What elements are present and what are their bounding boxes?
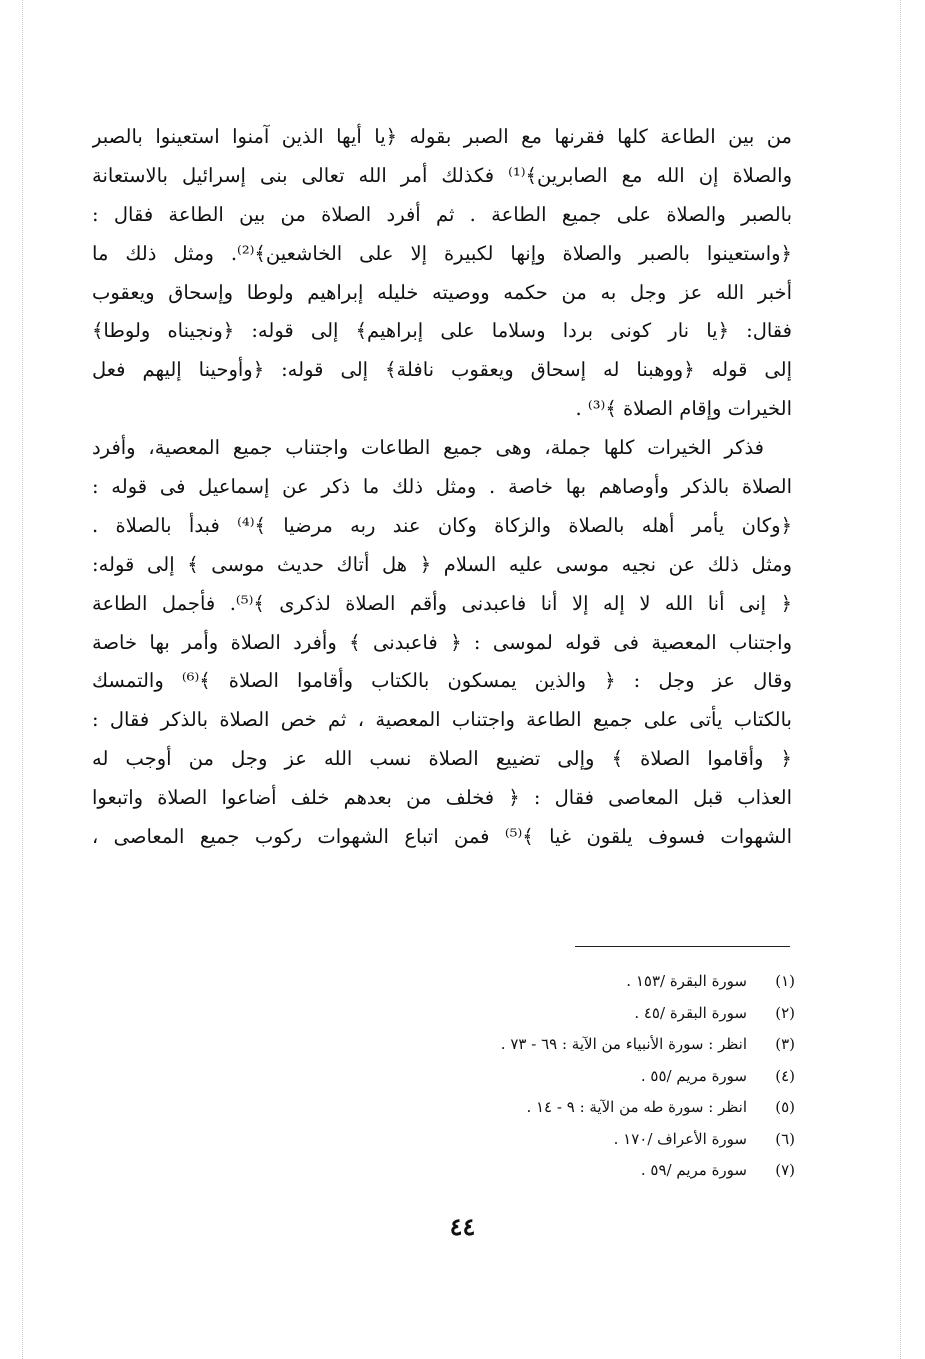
text-line: إلى قوله ﴿ووهبنا له إسحاق ويعقوب نافلة﴾ إلى قوله: ﴿وأوحينا إليهم فعل bbox=[92, 358, 792, 382]
text-line: واجتناب المعصية فى قوله لموسى : ﴿ فاعبدنى ﴾ وأفرد الصلاة وأمر بها خاصة bbox=[92, 630, 792, 654]
footnote-text: سورة البقرة /١٥٣ . bbox=[626, 972, 747, 990]
text-line: والصلاة إن الله مع الصابرين﴾⁽¹⁾ فكذلك أمر الله تعالى بنى إسرائيل بالاستعانة bbox=[92, 163, 792, 187]
text-line: ﴿ إنى أنا الله لا إله إلا أنا فاعبدنى وأقم الصلاة لذكرى ﴾⁽⁵⁾. فأجمل الطاعة bbox=[92, 591, 792, 615]
footnote-text: انظر : سورة الأنبياء من الآية : ٦٩ - ٧٣ . bbox=[500, 1035, 747, 1053]
footnote-number: (١) bbox=[775, 972, 795, 990]
footnote-number: (٤) bbox=[775, 1066, 795, 1085]
text-line: ﴿ وأقاموا الصلاة ﴾ وإلى تضييع الصلاة نسب الله عز وجل من أوجب له bbox=[92, 747, 792, 771]
scan-margin-left bbox=[22, 0, 23, 1359]
text-line: ومثل ذلك عن نجيه موسى عليه السلام ﴿ هل أتاك حديث موسى ﴾ إلى قوله: bbox=[92, 552, 792, 576]
footnote-text: سورة الأعراف /١٧٠ . bbox=[613, 1129, 747, 1148]
footnote-text: انظر : سورة طه من الآية : ٩ - ١٤ . bbox=[526, 1098, 747, 1116]
footnote-number: (٥) bbox=[775, 1098, 795, 1116]
footnote-text: سورة مريم /٥٩ . bbox=[640, 1161, 747, 1179]
text-line: أخبر الله عز وجل به من حكمه ووصيته خليله إبراهيم ولوطا وإسحاق ويعقوب bbox=[92, 280, 792, 304]
text-line: الصلاة بالذكر وأوصاهم بها خاصة . ومثل ذلك ما ذكر عن إسماعيل فى قوله : bbox=[92, 475, 792, 499]
footnote-item bbox=[335, 1029, 795, 1061]
footnote-number: (٣) bbox=[775, 1035, 795, 1053]
footnote-number: (٦) bbox=[775, 1129, 795, 1148]
footnotes bbox=[335, 966, 795, 1187]
footnote-item bbox=[335, 998, 795, 1030]
footnote-text: سورة البقرة /٤٥ . bbox=[634, 1003, 747, 1022]
text-line: الشهوات فسوف يلقون غيا ﴾⁽⁵⁾ فمن اتباع الشهوات ركوب جميع المعاصى ، bbox=[92, 825, 792, 849]
footnote-text: سورة مريم /٥٥ . bbox=[640, 1066, 747, 1085]
footnote-number: (٧) bbox=[775, 1161, 795, 1179]
text-line: الخيرات وإقام الصلاة ﴾⁽³⁾ . bbox=[575, 397, 792, 421]
text-line: فذكر الخيرات كلها جملة، وهى جميع الطاعات واجتناب جميع المعصية، وأفرد bbox=[92, 436, 764, 460]
footnote-item bbox=[335, 1092, 795, 1124]
footnote-separator bbox=[575, 946, 790, 947]
text-line: بالكتاب يأتى على جميع الطاعة واجتناب المعصية ، ثم خص الصلاة بالذكر فقال : bbox=[92, 708, 792, 732]
footnote-number: (٢) bbox=[775, 1003, 795, 1022]
text-line: بالصبر والصلاة على جميع الطاعة . ثم أفرد الصلاة من بين الطاعة فقال : bbox=[92, 202, 792, 226]
text-line: فقال: ﴿يا نار كونى بردا وسلاما على إبراهيم﴾ إلى قوله: ﴿ونجيناه ولوطا﴾ bbox=[92, 319, 792, 343]
text-line: ﴿واستعينوا بالصبر والصلاة وإنها لكبيرة إلا على الخاشعين﴾⁽²⁾. ومثل ذلك ما bbox=[92, 241, 792, 265]
text-line: وقال عز وجل : ﴿ والذين يمسكون بالكتاب وأقاموا الصلاة ﴾⁽⁶⁾ والتمسك bbox=[92, 669, 792, 693]
scan-margin-right bbox=[900, 0, 901, 1359]
footnote-item bbox=[335, 966, 795, 998]
page-number: ٤٤ bbox=[449, 1212, 476, 1241]
text-line: ﴿وكان يأمر أهله بالصلاة والزكاة وكان عند ربه مرضيا ﴾⁽⁴⁾ فبدأ بالصلاة . bbox=[92, 513, 792, 537]
text-line: من بين الطاعة كلها فقرنها مع الصبر بقوله ﴿يا أيها الذين آمنوا استعينوا بالصبر bbox=[92, 125, 792, 148]
main-text bbox=[92, 118, 792, 857]
text-line: العذاب قبل المعاصى فقال : ﴿ فخلف من بعدهم خلف أضاعوا الصلاة واتبعوا bbox=[92, 786, 792, 810]
footnote-item bbox=[335, 1155, 795, 1187]
footnote-item bbox=[335, 1061, 795, 1093]
footnote-item bbox=[335, 1124, 795, 1156]
